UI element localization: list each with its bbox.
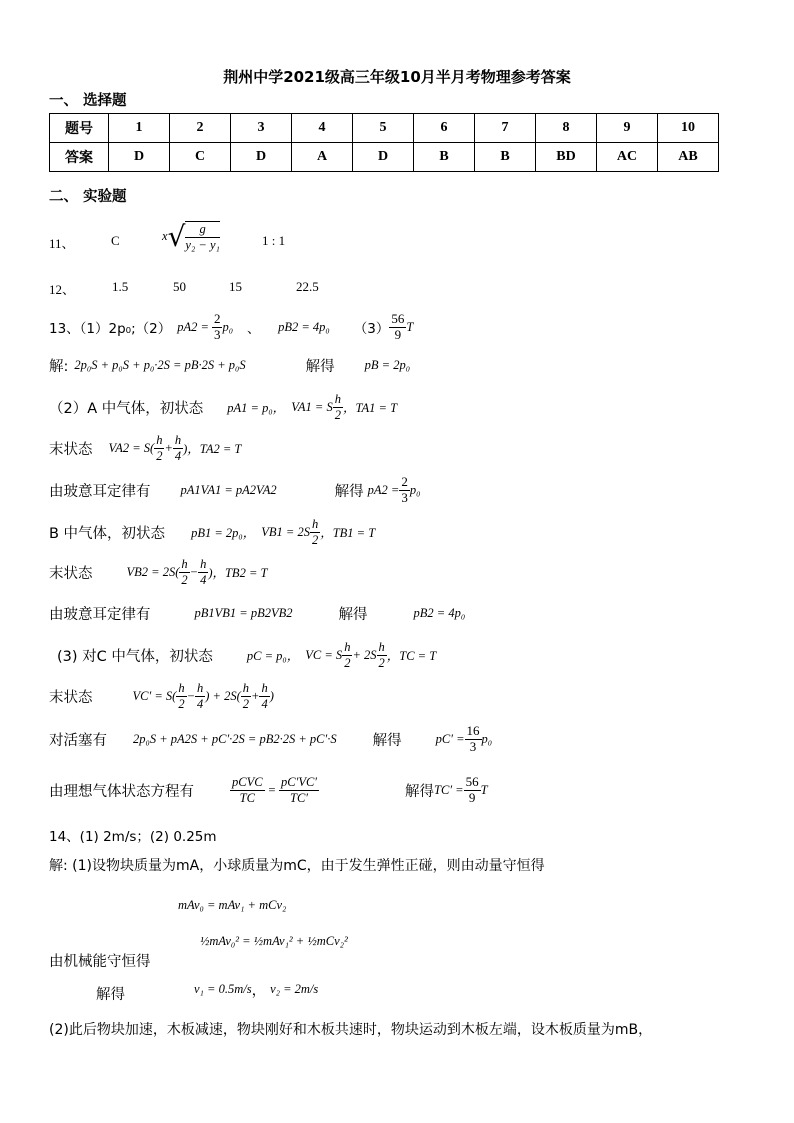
table-header-answer: 答案 (50, 143, 109, 172)
frac (377, 640, 387, 670)
q14-part2: (2)此后物块加速，木板减速，物块刚好和木板共速时，物块运动到木板左端，设木板质量为mB， (49, 1022, 653, 1038)
frac-den: 9 (468, 789, 476, 805)
sol-label: 解: (49, 359, 69, 375)
frac (259, 681, 269, 711)
table-cell: C (170, 143, 231, 172)
a-init-t: ，TA1 = T (342, 401, 398, 415)
table-cell: 1 (109, 114, 170, 143)
minus: − (189, 564, 199, 579)
piston-label: 对活塞有 (49, 732, 107, 749)
frac-num: h (197, 681, 204, 696)
q13-piston (49, 722, 492, 756)
c-init-v: VC = S (305, 647, 343, 662)
frac (399, 475, 410, 506)
q14-v2: v₂ = 2m/s (270, 982, 319, 996)
q13-answers (49, 312, 413, 342)
boyle-res-tail: p₀ (409, 482, 421, 497)
q11-frac-num: g (185, 222, 219, 237)
q13-c-final (49, 678, 274, 714)
q12-label: 12、 (49, 282, 76, 297)
boyle-eq: pA1VA1 = pA2VA2 (180, 482, 277, 497)
a-init-frac (333, 392, 343, 422)
table-cell: 4 (292, 114, 353, 143)
plus: + (251, 688, 260, 703)
frac-den: 2 (334, 407, 341, 422)
q13-a-initial (49, 389, 397, 425)
frac-den: 4 (261, 696, 268, 711)
table-cell: B (475, 143, 536, 172)
frac (176, 681, 186, 711)
frac-den: 2 (242, 696, 250, 711)
frac-den: TC′ (290, 790, 309, 805)
boyle-label: 由玻意耳定律有 (49, 483, 151, 500)
piston-eq: 2p₀S + pA2S + pC′·2S = pB2·2S + pC′·S (133, 731, 337, 746)
b-final-v: VB2 = 2S( (126, 564, 180, 579)
q11-x: x (162, 229, 168, 243)
q13-sep: 、 (247, 321, 261, 337)
frac (195, 681, 205, 711)
c-init-t: ，TC = T (386, 649, 437, 663)
q12-value: 15 (229, 279, 242, 294)
c-final-mid: ) + 2S( (205, 688, 241, 703)
table-cell: 3 (231, 114, 292, 143)
q14-energy-label: 由机械能守恒得 (49, 954, 151, 970)
frac-num: 2 (401, 473, 408, 489)
q11-answer-2 (162, 220, 220, 260)
ideal-res-label: 解得 (405, 783, 435, 800)
table-cell: BD (536, 143, 597, 172)
sqrt-icon: √ (167, 220, 186, 253)
q11-label: 11、 (49, 236, 75, 251)
q13-part3: （3） (353, 321, 390, 337)
table-cell: D (353, 143, 414, 172)
frac-num: h (200, 557, 207, 572)
a-final-label: 末状态 (49, 441, 93, 458)
q13-a-boyle (49, 474, 420, 506)
q14-intro: 解: (1)设物块质量为mA，小球质量为mC，由于发生弹性正碰，则由动量守恒得 (49, 858, 545, 874)
frac (279, 775, 319, 805)
q13-head: 13、（1）2p₀;（2） (49, 321, 172, 337)
frac-num: h (311, 517, 319, 532)
ideal-res: TC′ = (434, 782, 464, 797)
frac-den: 2 (181, 572, 188, 587)
frac (241, 681, 251, 711)
frac-den: 4 (197, 696, 204, 711)
frac-den: 2 (178, 696, 185, 711)
frac-num: 56 (465, 773, 479, 789)
table-cell: 5 (353, 114, 414, 143)
boyle-res: pB2 = 4p₀ (413, 605, 466, 620)
frac-num: 56 (391, 310, 405, 326)
frac-den: 3 (213, 326, 221, 342)
q13-a-final (49, 430, 241, 466)
frac (464, 775, 481, 806)
table-row-numbers (50, 114, 719, 143)
table-cell: AC (597, 143, 658, 172)
boyle-res-label: 解得 (338, 606, 368, 623)
frac-num: pC′VC′ (281, 775, 318, 790)
ideal-label: 由理想气体状态方程有 (49, 783, 194, 800)
frac-num: h (344, 640, 351, 655)
equals: = (267, 782, 276, 797)
boyle-res-label: 解得 (334, 483, 364, 500)
q11-fraction (185, 221, 219, 252)
frac-num: 2 (213, 310, 221, 326)
table-header-number: 题号 (50, 114, 109, 143)
piston-res-label: 解得 (372, 732, 402, 749)
piston-res-tail: p₀ (481, 731, 493, 746)
frac-num: h (174, 433, 182, 448)
q14-energy-eq: ½mAv₀² = ½mAv₁² + ½mCv₂² (200, 934, 348, 948)
boyle-res: pA2 = (367, 482, 400, 497)
q13-pb2: pB2 = 4p₀ (278, 319, 330, 334)
sol-result-label: 解得 (305, 359, 335, 375)
a-init-p: pA1 = p₀， (227, 401, 286, 415)
frac-num: h (378, 640, 385, 655)
q12-value: 50 (173, 279, 186, 294)
q11-frac-den: y₂ − y₁ (185, 237, 220, 252)
section-heading-choice: 一、 选择题 (49, 93, 127, 109)
frac-num: h (181, 557, 188, 572)
frac-num: h (178, 681, 185, 696)
frac (173, 433, 183, 463)
c-init-p: pC = p₀， (246, 649, 300, 663)
q13-pa2-frac (212, 312, 223, 343)
q14-result-sep: ， (251, 983, 267, 999)
q14-v1: v₁ = 0.5m/s (194, 982, 252, 996)
q13-pa2-tail: p₀ (222, 319, 234, 334)
b-final-tail: )，TB2 = T (208, 566, 268, 580)
q11-answer-3: 1 : 1 (262, 233, 286, 248)
piston-res: pC′ = (435, 731, 465, 746)
frac (342, 640, 352, 670)
frac-den: 4 (200, 572, 207, 587)
frac-num: h (242, 681, 250, 696)
q13-ideal-gas (49, 768, 488, 812)
c-init-label: (3) 对C 中气体，初状态 (57, 648, 213, 665)
table-row-answers (50, 143, 719, 172)
q13-t-tail: T (406, 319, 414, 334)
c-init-v-mid: + 2S (352, 647, 377, 662)
minus: − (186, 688, 195, 703)
c-final-v: VC′ = S( (132, 688, 177, 703)
frac-den: 3 (401, 489, 408, 505)
sol-equation: 2p₀S + p₀S + p₀·2S = pB·2S + p₀S (74, 358, 246, 372)
b-init-v: VB1 = 2S (261, 524, 310, 539)
q13-solution-line (49, 355, 410, 376)
answer-table (49, 113, 719, 172)
b-init-p: pB1 = 2p₀， (191, 526, 256, 540)
frac-num: pCVC (232, 775, 263, 790)
frac-num: 16 (466, 722, 480, 738)
table-cell: D (231, 143, 292, 172)
a-init-v: VA1 = S (291, 399, 333, 414)
frac-den: 2 (378, 655, 385, 670)
frac-den: 2 (311, 532, 319, 547)
table-cell: 10 (658, 114, 719, 143)
page-title: 荆州中学2021级高三年级10月半月考物理参考答案 (223, 68, 571, 86)
table-cell: 8 (536, 114, 597, 143)
frac-den: 2 (156, 448, 163, 463)
boyle-eq: pB1VB1 = pB2VB2 (194, 605, 293, 620)
c-final-end: ) (269, 688, 274, 703)
table-cell: A (292, 143, 353, 172)
frac-num: h (156, 433, 163, 448)
a-init-label: （2）A 中气体，初状态 (49, 400, 204, 417)
frac-den: 3 (469, 738, 477, 754)
frac-den: 4 (174, 448, 182, 463)
frac-den: 9 (394, 326, 402, 342)
a-final-v: VA2 = S( (108, 440, 155, 455)
table-cell: 7 (475, 114, 536, 143)
plus: + (164, 440, 173, 455)
frac-den: 2 (344, 655, 351, 670)
q14-result-label: 解得 (96, 987, 125, 1003)
q12-value: 1.5 (112, 279, 129, 294)
frac (198, 557, 208, 587)
section-heading-experiment: 二、 实验题 (49, 189, 127, 205)
table-cell: B (414, 143, 475, 172)
q13-c-initial (49, 637, 436, 673)
table-cell: 9 (597, 114, 658, 143)
q14-result (194, 979, 318, 1000)
a-final-tail: )，TA2 = T (183, 442, 242, 456)
q13-b-initial (49, 514, 375, 550)
frac (154, 433, 164, 463)
frac (465, 724, 482, 755)
q13-b-final (49, 554, 267, 590)
b-init-label: B 中气体，初状态 (49, 525, 166, 542)
table-cell: 6 (414, 114, 475, 143)
c-final-label: 末状态 (49, 689, 93, 706)
boyle-label: 由玻意耳定律有 (49, 606, 151, 623)
table-cell: AB (658, 143, 719, 172)
q13-t-frac (389, 312, 406, 343)
q14-momentum-eq: mAv₀ = mAv₁ + mCv₂ (178, 898, 287, 912)
q13-pa2: pA2 = (177, 319, 209, 334)
frac (179, 557, 189, 587)
frac (310, 517, 320, 547)
q14-head: 14、(1) 2m/s；(2) 0.25m (49, 829, 217, 845)
frac-den: TC (239, 790, 255, 805)
frac-num: h (334, 392, 341, 407)
table-cell: D (109, 143, 170, 172)
sol-result: pB = 2p₀ (364, 358, 411, 372)
table-cell: 2 (170, 114, 231, 143)
q12-value: 22.5 (296, 279, 319, 294)
frac-num: h (261, 681, 268, 696)
b-init-t: ，TB1 = T (320, 526, 376, 540)
frac (230, 775, 265, 805)
q13-b-boyle (49, 601, 465, 625)
q11-answer-1: C (111, 233, 120, 248)
b-final-label: 末状态 (49, 565, 93, 582)
ideal-res-tail: T (480, 782, 488, 797)
